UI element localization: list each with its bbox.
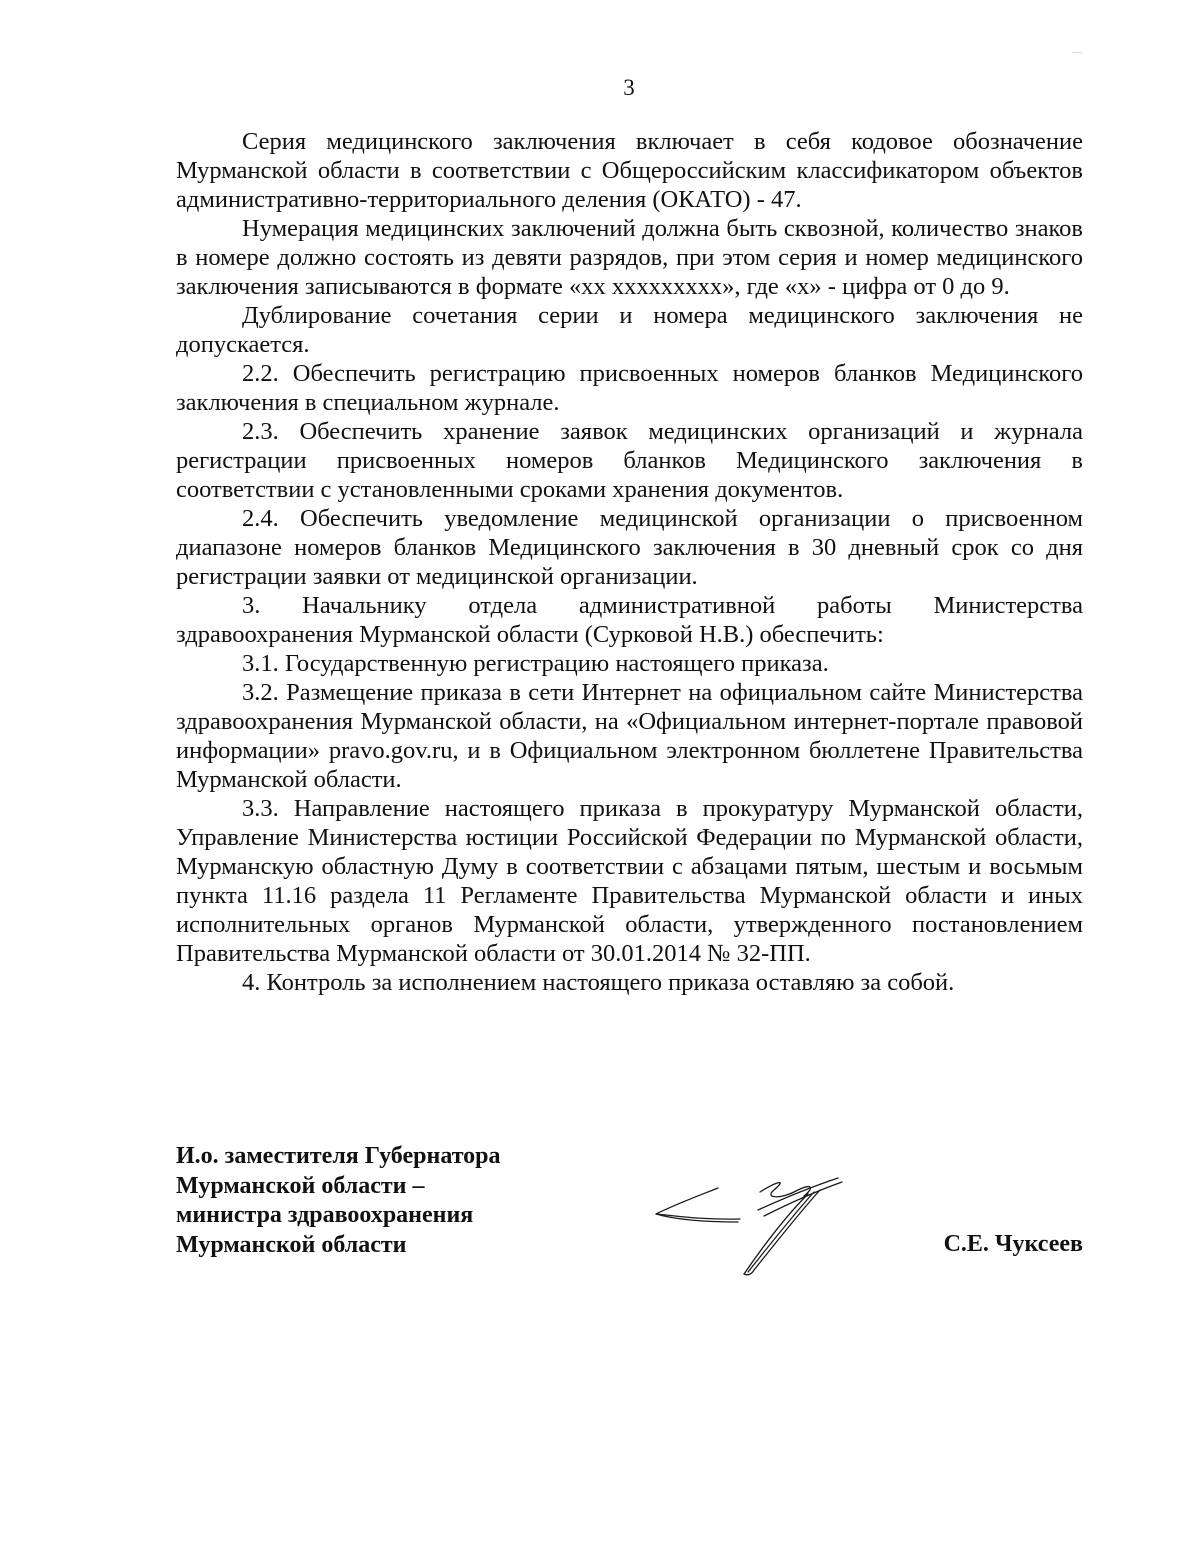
paragraph-duplication: Дублирование сочетания серии и номера медицинского заключения не допускается.: [176, 302, 1083, 358]
position-line: министра здравоохранения: [176, 1202, 474, 1228]
paragraph-2-3: 2.3. Обеспечить хранение заявок медицинских организаций и журнала регистрации присвоенных номеров бланков Медицинского заключения в соответствии с установленными сроками хранения документов.: [176, 418, 1083, 503]
signature-block: [176, 1142, 1083, 1282]
paragraph-3: 3. Начальнику отдела административной работы Министерства здравоохранения Мурманской области (Сурковой Н.В.) обеспечить:: [176, 592, 1083, 648]
paragraph-2-2: 2.2. Обеспечить регистрацию присвоенных номеров бланков Медицинского заключения в специальном журнале.: [176, 360, 1083, 416]
document-body: [176, 127, 1083, 997]
signer-position: [176, 1142, 501, 1260]
paragraph-3-3: 3.3. Направление настоящего приказа в прокуратуру Мурманской области, Управление Министерства юстиции Российской Федерации по Мурманской области, Мурманскую областную Думу в соответствии с абзацами пятым, шестым и восьмым пункта 11.16 раздела 11 Регламенте Правительства Мурманской области и иных исполнительных органов Мурманской области, утвержденного постановлением Правительства Мурманской области от 30.01.2014 № 32-ПП.: [176, 795, 1083, 967]
position-line: Мурманской области –: [176, 1172, 425, 1199]
signer-name: С.Е. Чуксеев: [943, 1231, 1083, 1257]
handwritten-signature: [648, 1170, 848, 1280]
paragraph-3-2: 3.2. Размещение приказа в сети Интернет на официальном сайте Министерства здравоохранения Мурманской области, на «Официальном интернет-портале правовой информации» pravo.gov.ru, и в Официальном электронном бюллетене Правительства Мурманской области.: [176, 679, 1083, 793]
paragraph-2-4: 2.4. Обеспечить уведомление медицинской организации о присвоенном диапазоне номеров бланков Медицинского заключения в 30 дневный срок со дня регистрации заявки от медицинской организации.: [176, 505, 1083, 590]
paragraph-4: 4. Контроль за исполнением настоящего приказа оставляю за собой.: [242, 969, 955, 996]
page-number: 3: [623, 75, 635, 100]
paragraph-3-1: 3.1. Государственную регистрацию настоящего приказа.: [242, 650, 829, 677]
paragraph-numbering: Нумерация медицинских заключений должна быть сквозной, количество знаков в номере должно состоять из девяти разрядов, при этом серия и номер медицинского заключения записываются в формате «хх ххххххххх», где «х» - цифра от 0 до 9.: [176, 215, 1083, 300]
scan-mark: [1072, 52, 1082, 53]
position-line: Мурманской области: [176, 1231, 407, 1258]
position-line: И.о. заместителя Губернатора: [176, 1143, 501, 1169]
paragraph-series: Серия медицинского заключения включает в себя кодовое обозначение Мурманской области в соответствии с Общероссийским классификатором объектов административно-территориального деления (ОКАТО) - 47.: [176, 128, 1083, 213]
